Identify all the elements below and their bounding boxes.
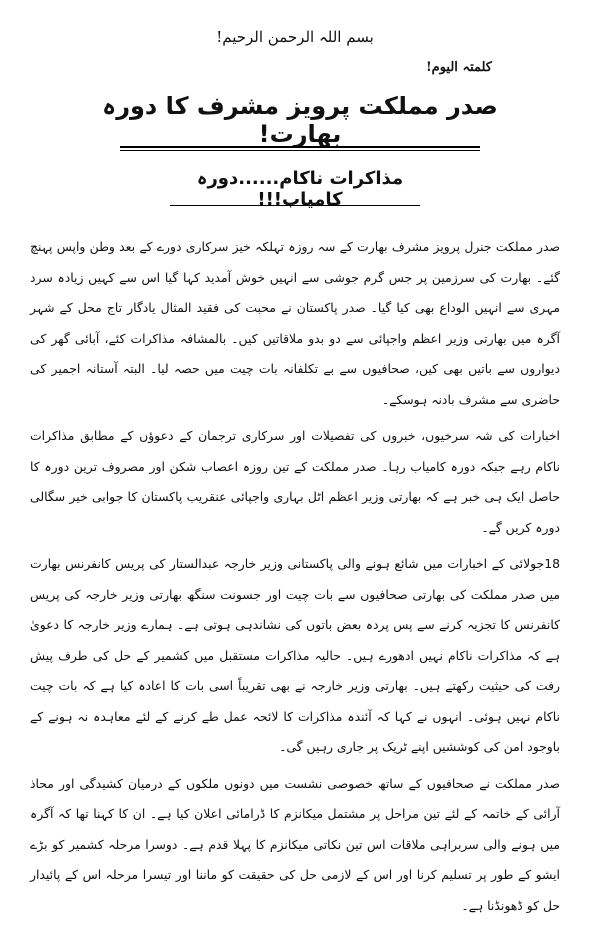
article-body [30,232,560,927]
kalima-label: کلمتہ الیوم! [425,60,492,75]
article-title: صدر مملکت پرویز مشرف کا دورہ بھارت! [102,92,498,148]
article-subtitle: مذاکرات ناکام......دورہ کامیاب!!! [196,168,404,210]
subtitle-underline [170,205,420,206]
paragraph-2: اخبارات کی شہ سرخیوں، خبروں کی تفصیلات اور سرکاری ترجمان کے دعوؤں کے مطابق مذاکرات ناکام رہے جبکہ دورہ کامیاب رہا۔ صدر مملکت کے تین روزہ اعصاب شکن اور مصروف ترین دورہ کا حاصل ایک ہی خبر ہے کہ بھارتی وزیر اعظم اٹل بہاری واجپائی عنقریب پاکستان کا جوابی خیر سگالی دورہ کریں گے۔ [30,428,560,535]
paragraph-3: 18جولائی کے اخبارات میں شائع ہونے والی پاکستانی وزیر خارجہ عبدالستار کی پریس کانفرنس بھارت میں صدر مملکت کی بھارتی صحافیوں سے بات چیت اور جسونت سنگھ بھارتی وزیر خارجہ کی پریس کانفرنس کا تجزیہ کرنے سے پس پردہ بعض باتوں کی نشاندہی ہوتی ہے۔ ہمارے وزیر خارجہ کا دعویٰ ہے کہ مذاکرات ناکام نہیں ادھورے ہیں۔ حالیہ مذاکرات مستقبل میں کشمیر کے حل کی طرف پیش رفت کی حیثیت رکھتے ہیں۔ بھارتی وزیر خارجہ نے بھی تقریباً اسی بات کا اعادہ کیا ہے کہ بات چیت ناکام نہیں ہوئی۔ انہوں نے کہا کہ آئندہ مذاکرات کا لائحہ عمل طے کرنے کے لئے معاہدہ نہ ہونے کے باوجود امن کی کوششیں اپنے ٹریک پر جاری رہیں گی۔ [30,556,560,754]
paragraph-4: صدر مملکت نے صحافیوں کے ساتھ خصوصی نشست میں دونوں ملکوں کے درمیان کشیدگی اور محاذ آرائی کے خاتمہ کے لئے تین مراحل پر مشتمل میکانزم کا ڈرامائی اعلان کیا ہے۔ ان کا کہنا تھا کہ آگرہ میں ہونے والی سربراہی ملاقات اس تین نکاتی میکانزم کا پہلا قدم ہے۔ دوسرا مرحلہ کشمیر کو بڑے ایشو کے طور پر تسلیم کرنا اور اس کے لازمی حل کی حقیقت کو ماننا اور تیسرا مرحلہ اس کے پائیدار حل کو ڈھونڈنا ہے۔ [30,775,560,913]
paragraph-1: صدر مملکت جنرل پرویز مشرف بھارت کے سہ روزہ تہلکہ خیز سرکاری دورے کے بعد وطن واپس پہنچ گئے۔ بھارت کی سرزمین پر جس گرم جوشی سے انہیں خوش آمدید کہا گیا اس سے کہیں زیادہ سرد مہری سے انہیں الوداع بھی کیا گیا۔ صدر پاکستان نے محبت کی فقید المثال یادگار تاج محل کے شہر آگرہ میں بھارتی وزیر اعظم واجپائی سے دو بدو ملاقاتیں کیں۔ بالمشافہ مذاکرات کئے، آبائی گھر کی دیواروں سے باتیں بھی کیں، صحافیوں سے بے تکلفانہ بات چیت میں حصہ لیا۔ البتہ آستانہ اجمیر کی حاضری سے مشرف بادنہ ہوسکے۔ [30,239,560,407]
bismillah-heading: بسم اللہ الرحمن الرحیم! [216,28,374,46]
title-rule-thin [120,150,480,151]
title-rule-thick [120,146,480,148]
